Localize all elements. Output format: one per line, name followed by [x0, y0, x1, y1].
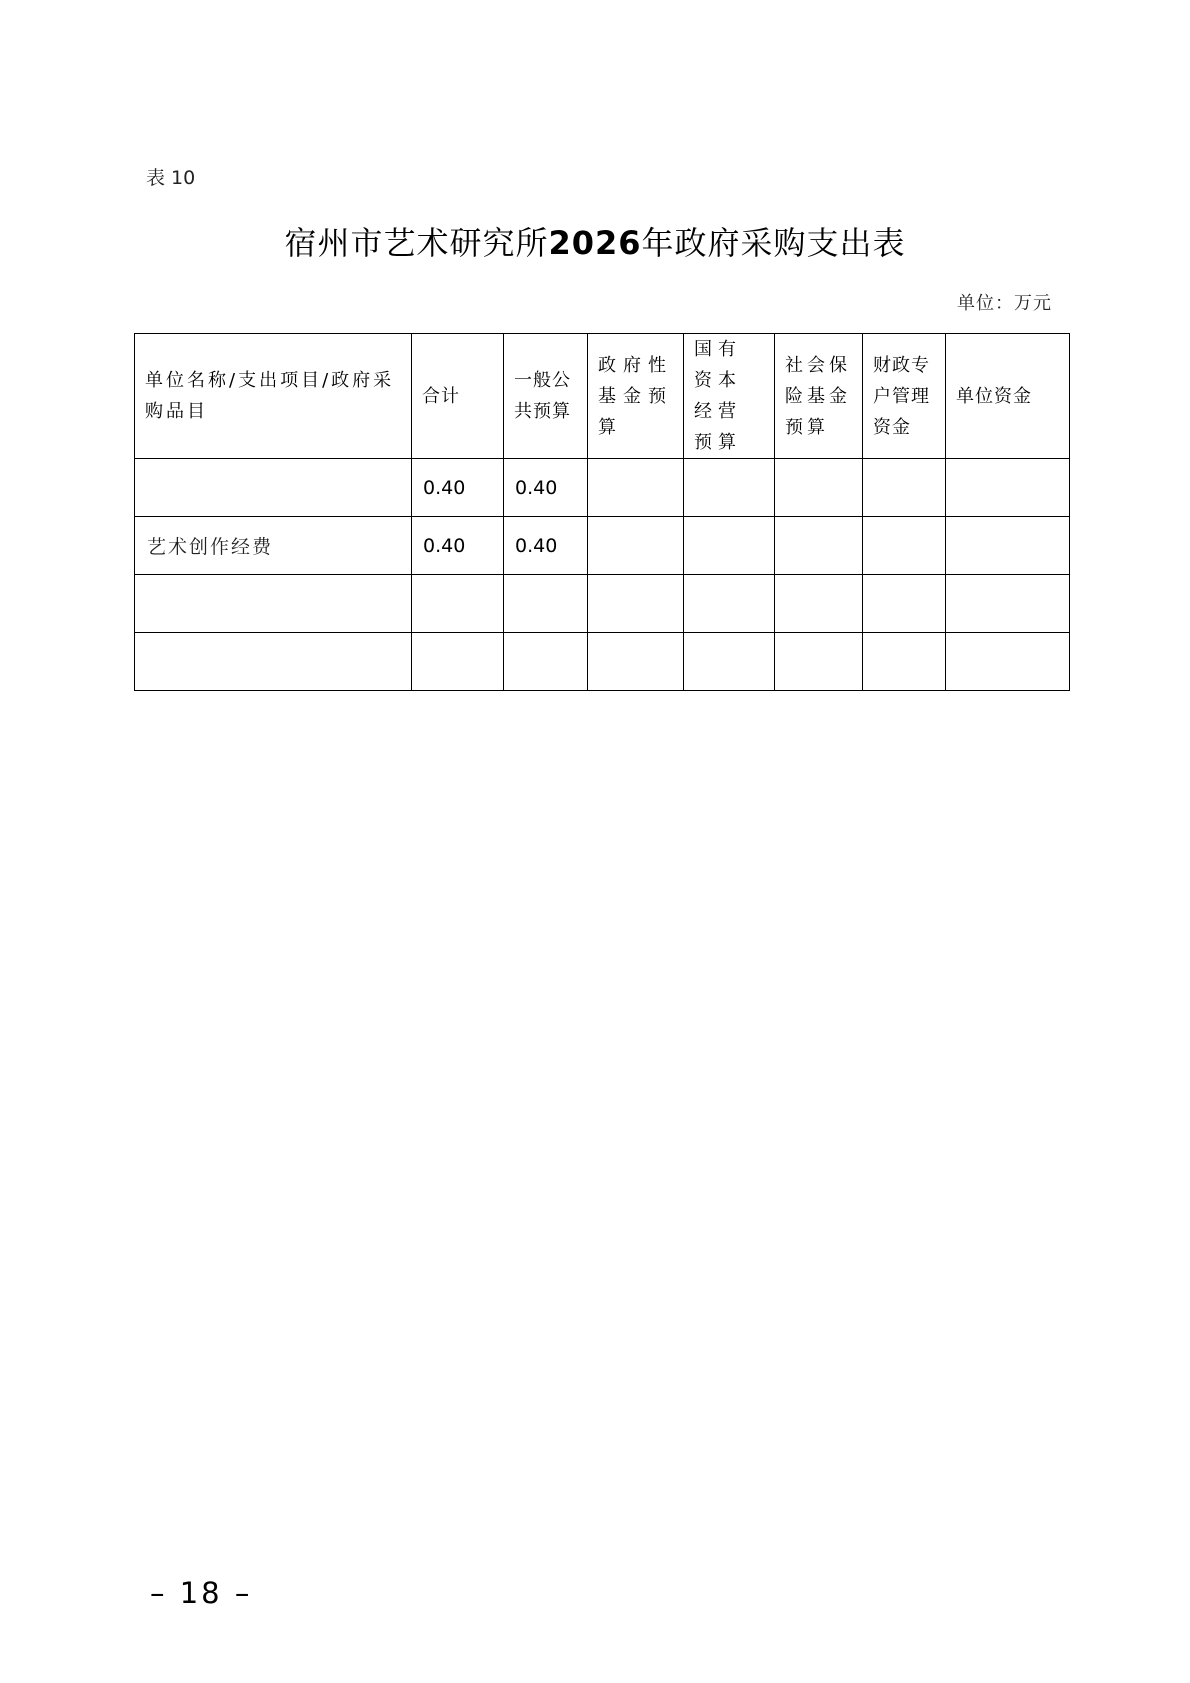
table-row	[135, 575, 1070, 633]
cell-government-fund-budget	[588, 575, 684, 633]
cell-unit-funds	[946, 517, 1070, 575]
cell-state-capital-budget	[684, 459, 775, 517]
header-social-insurance-budget: 社会保险基金预算	[775, 334, 863, 459]
cell-unit-name: 艺术创作经费	[135, 517, 412, 575]
cell-social-insurance-budget	[775, 633, 863, 691]
header-fiscal-account-funds: 财政专户管理资金	[863, 334, 946, 459]
table-row	[135, 517, 1070, 575]
cell-general-public-budget	[504, 575, 588, 633]
cell-social-insurance-budget	[775, 517, 863, 575]
cell-government-fund-budget	[588, 517, 684, 575]
header-government-fund-budget: 政府性基金预算	[588, 334, 684, 459]
table-number-label: 表 10	[146, 167, 196, 189]
cell-unit-funds	[946, 633, 1070, 691]
cell-unit-name	[135, 575, 412, 633]
cell-total	[412, 575, 504, 633]
header-unit-funds: 单位资金	[946, 334, 1070, 459]
cell-state-capital-budget	[684, 633, 775, 691]
cell-unit-funds	[946, 459, 1070, 517]
cell-total: 0.40	[412, 459, 504, 517]
table-row	[135, 459, 1070, 517]
header-state-capital-budget: 国有资本经营预算	[684, 334, 775, 459]
cell-fiscal-account-funds	[863, 459, 946, 517]
table-header-row	[135, 334, 1070, 459]
document-title	[0, 218, 1190, 264]
header-general-public-budget: 一般公共预算	[504, 334, 588, 459]
cell-general-public-budget: 0.40	[504, 459, 588, 517]
cell-general-public-budget	[504, 633, 588, 691]
unit-label: 单位：万元	[957, 293, 1052, 314]
cell-general-public-budget: 0.40	[504, 517, 588, 575]
header-unit-name: 单位名称/支出项目/政府采购品目	[135, 334, 412, 459]
cell-unit-name	[135, 459, 412, 517]
cell-government-fund-budget	[588, 459, 684, 517]
header-total: 合计	[412, 334, 504, 459]
cell-government-fund-budget	[588, 633, 684, 691]
cell-unit-funds	[946, 575, 1070, 633]
cell-total	[412, 633, 504, 691]
cell-unit-name	[135, 633, 412, 691]
cell-social-insurance-budget	[775, 575, 863, 633]
cell-total: 0.40	[412, 517, 504, 575]
title-suffix: 年政府采购支出表	[641, 224, 906, 262]
title-year: 2026	[548, 224, 642, 262]
cell-state-capital-budget	[684, 517, 775, 575]
cell-fiscal-account-funds	[863, 633, 946, 691]
procurement-expenditure-table	[134, 333, 1070, 691]
page-number: – 18 –	[150, 1576, 253, 1610]
cell-fiscal-account-funds	[863, 575, 946, 633]
cell-fiscal-account-funds	[863, 517, 946, 575]
table-row	[135, 633, 1070, 691]
title-prefix: 宿州市艺术研究所	[284, 224, 549, 262]
cell-state-capital-budget	[684, 575, 775, 633]
cell-social-insurance-budget	[775, 459, 863, 517]
